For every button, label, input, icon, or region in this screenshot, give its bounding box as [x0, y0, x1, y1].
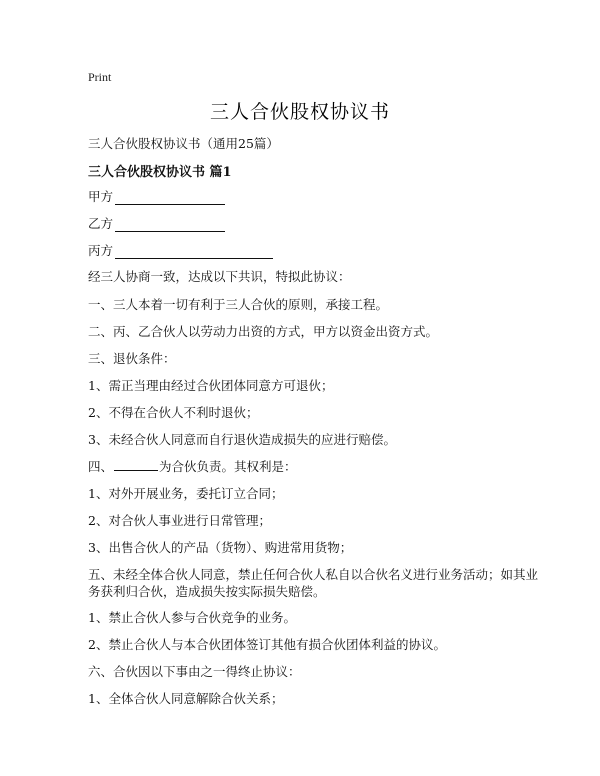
- paragraph: 1、禁止合伙人参与合伙竞争的业务。: [88, 610, 296, 625]
- party-b-blank: [115, 219, 225, 232]
- paragraph: 六、合伙因以下事由之一得终止协议：: [88, 664, 301, 679]
- paragraph: 1、对外开展业务，委托订立合同；: [88, 486, 284, 501]
- paragraph: 2、对合伙人事业进行日常管理；: [88, 513, 271, 528]
- document-subtitle: 三人合伙股权协议书（通用25篇）: [88, 136, 279, 151]
- paragraph: 经三人协商一致，达成以下共识，特拟此协议：: [88, 269, 351, 284]
- party-c-blank: [115, 246, 273, 259]
- paragraph: 3、未经合伙人同意而自行退伙造成损失的应进行赔偿。: [88, 432, 396, 447]
- party-a-line: [88, 187, 225, 205]
- paragraph-text: 为合伙负责。其权利是：: [159, 459, 297, 474]
- paragraph: [88, 458, 540, 475]
- paragraph-line: 务获利归合伙，造成损失按实际损失赔偿。: [88, 584, 326, 599]
- section-title: 三人合伙股权协议书 篇1: [88, 165, 232, 180]
- fill-blank: [114, 458, 158, 471]
- paragraph: 1、需正当理由经过合伙团体同意方可退伙；: [88, 378, 334, 393]
- party-c-line: [88, 241, 273, 259]
- print-label: Print: [88, 70, 112, 84]
- paragraph: 3、出售合伙人的产品（货物）、购进常用货物；: [88, 540, 353, 555]
- paragraph-text: 四、: [88, 459, 114, 474]
- document-title: 三人合伙股权协议书: [209, 101, 390, 123]
- party-b-line: [88, 214, 225, 232]
- party-c-label: 丙方: [88, 243, 114, 258]
- party-b-label: 乙方: [88, 216, 114, 231]
- paragraph-line: 五、未经全体合伙人同意，禁止任何合伙人私自以合伙名义进行业务活动；如其业: [88, 567, 539, 582]
- paragraph: 2、禁止合伙人与本合伙团体签订其他有损合伙团体利益的协议。: [88, 637, 446, 652]
- paragraph: 一、三人本着一切有利于三人合伙的原则，承接工程。: [88, 297, 389, 312]
- paragraph: 二、丙、乙合伙人以劳动力出资的方式，甲方以资金出资方式。: [88, 324, 439, 339]
- party-a-label: 甲方: [88, 189, 114, 204]
- paragraph: [88, 566, 540, 600]
- paragraph: 三、退伙条件：: [88, 351, 176, 366]
- paragraph: 2、不得在合伙人不利时退伙；: [88, 405, 259, 420]
- party-a-blank: [115, 192, 225, 205]
- paragraph: 1、全体合伙人同意解除合伙关系；: [88, 691, 284, 706]
